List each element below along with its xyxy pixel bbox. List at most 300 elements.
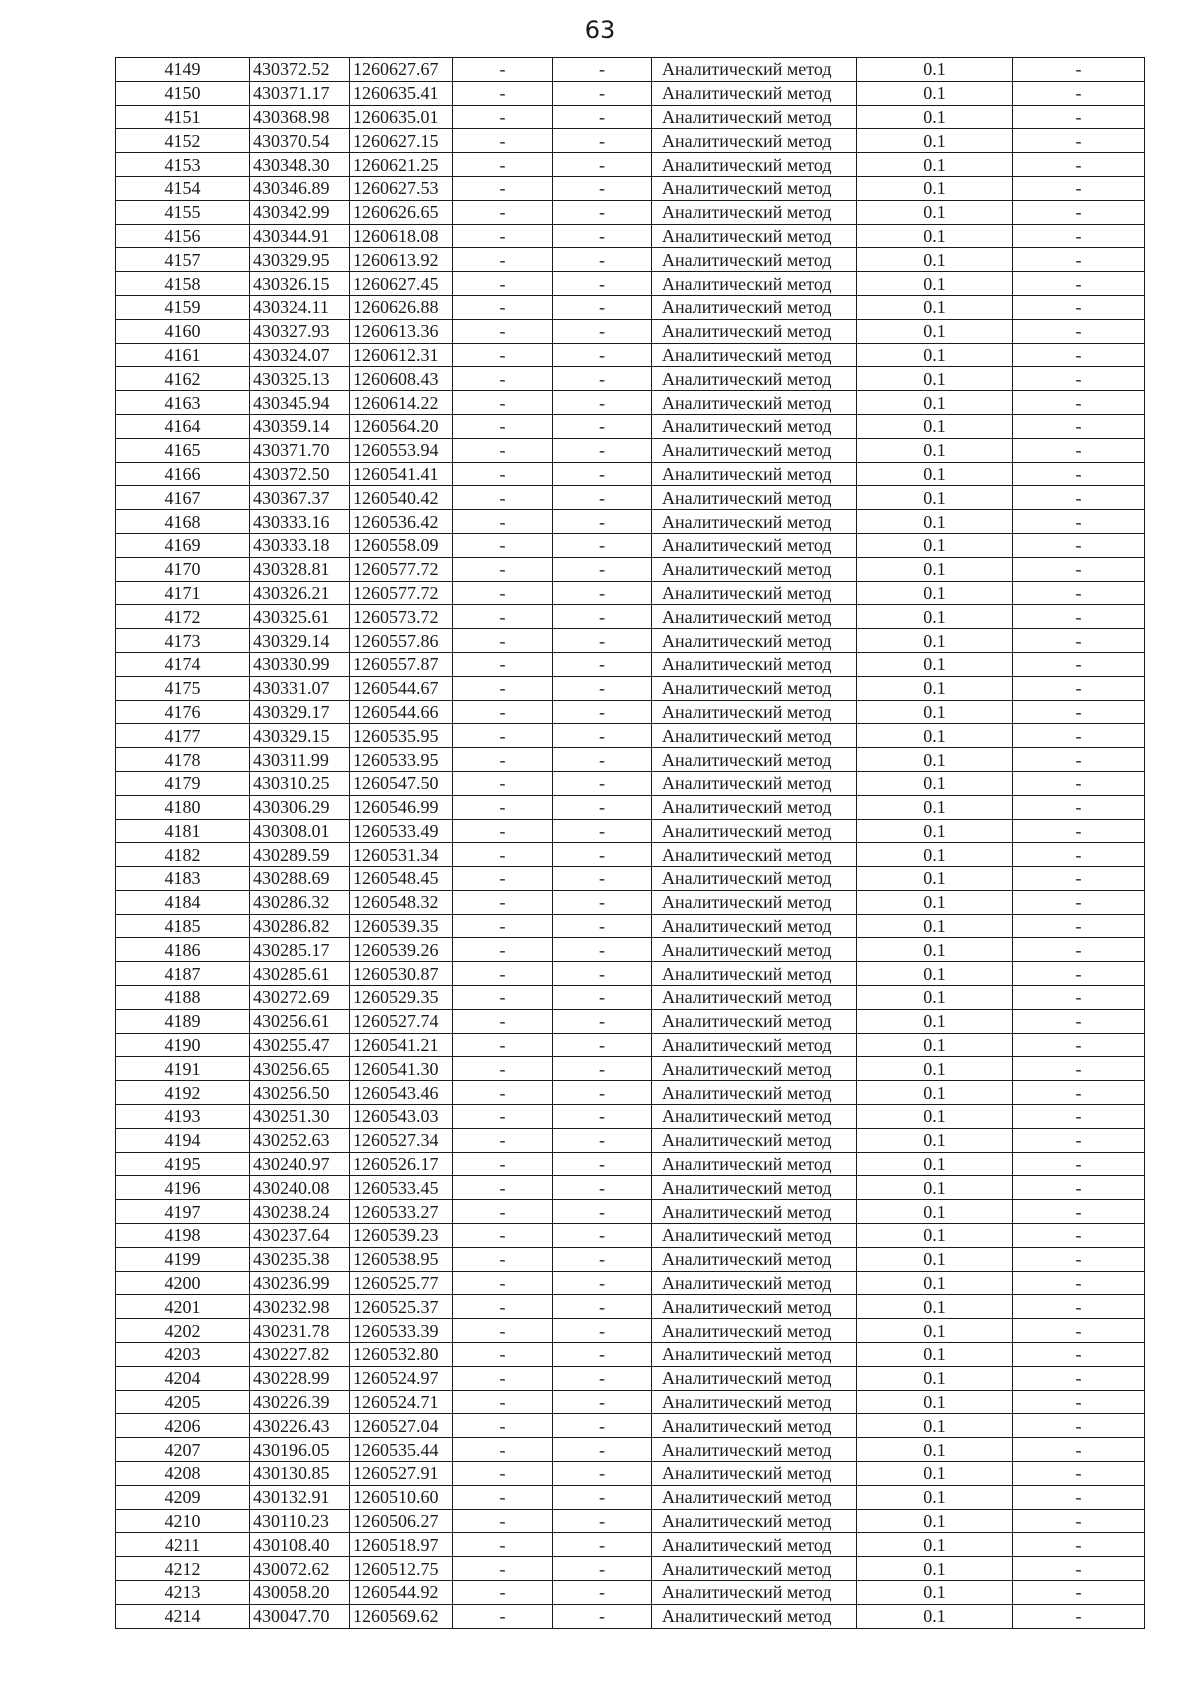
cell-point-number: 4174: [116, 652, 250, 676]
cell-col-dash-3: -: [1013, 1438, 1145, 1462]
cell-col-dash-2: -: [553, 248, 652, 272]
cell-col-dash-1: -: [453, 1343, 553, 1367]
cell-point-number: 4200: [116, 1271, 250, 1295]
cell-point-number: 4206: [116, 1414, 250, 1438]
cell-y-coordinate: 1260627.67: [350, 58, 453, 82]
cell-method: Аналитический метод: [652, 1533, 857, 1557]
cell-col-dash-1: -: [453, 319, 553, 343]
cell-x-coordinate: 430235.38: [250, 1247, 350, 1271]
cell-point-number: 4175: [116, 676, 250, 700]
cell-col-dash-3: -: [1013, 676, 1145, 700]
cell-col-dash-1: -: [453, 1081, 553, 1105]
table-row: [116, 1009, 1145, 1033]
cell-method: Аналитический метод: [652, 1200, 857, 1224]
cell-y-coordinate: 1260558.09: [350, 533, 453, 557]
table-row: [116, 391, 1145, 415]
cell-col-dash-2: -: [553, 795, 652, 819]
cell-y-coordinate: 1260506.27: [350, 1509, 453, 1533]
cell-y-coordinate: 1260577.72: [350, 581, 453, 605]
cell-point-number: 4189: [116, 1009, 250, 1033]
cell-col-dash-3: -: [1013, 248, 1145, 272]
cell-col-dash-3: -: [1013, 391, 1145, 415]
cell-method: Аналитический метод: [652, 795, 857, 819]
cell-col-dash-2: -: [553, 700, 652, 724]
cell-x-coordinate: 430345.94: [250, 391, 350, 415]
cell-accuracy: 0.1: [857, 224, 1013, 248]
cell-col-dash-3: -: [1013, 272, 1145, 296]
cell-y-coordinate: 1260536.42: [350, 510, 453, 534]
cell-col-dash-1: -: [453, 153, 553, 177]
cell-col-dash-2: -: [553, 200, 652, 224]
cell-y-coordinate: 1260533.95: [350, 748, 453, 772]
cell-method: Аналитический метод: [652, 676, 857, 700]
cell-x-coordinate: 430324.07: [250, 343, 350, 367]
cell-col-dash-3: -: [1013, 486, 1145, 510]
cell-col-dash-1: -: [453, 391, 553, 415]
cell-col-dash-3: -: [1013, 367, 1145, 391]
cell-col-dash-3: -: [1013, 1581, 1145, 1605]
cell-col-dash-3: -: [1013, 1200, 1145, 1224]
cell-col-dash-2: -: [553, 819, 652, 843]
cell-x-coordinate: 430047.70: [250, 1604, 350, 1628]
cell-col-dash-1: -: [453, 962, 553, 986]
cell-col-dash-2: -: [553, 58, 652, 82]
cell-x-coordinate: 430240.97: [250, 1152, 350, 1176]
cell-point-number: 4151: [116, 105, 250, 129]
cell-y-coordinate: 1260543.03: [350, 1105, 453, 1129]
table-row: [116, 462, 1145, 486]
cell-col-dash-3: -: [1013, 1319, 1145, 1343]
cell-method: Аналитический метод: [652, 1343, 857, 1367]
cell-x-coordinate: 430272.69: [250, 986, 350, 1010]
cell-y-coordinate: 1260525.37: [350, 1295, 453, 1319]
cell-col-dash-3: -: [1013, 748, 1145, 772]
cell-x-coordinate: 430256.65: [250, 1057, 350, 1081]
cell-method: Аналитический метод: [652, 629, 857, 653]
cell-col-dash-1: -: [453, 1224, 553, 1248]
cell-method: Аналитический метод: [652, 1414, 857, 1438]
cell-point-number: 4186: [116, 938, 250, 962]
cell-y-coordinate: 1260532.80: [350, 1343, 453, 1367]
cell-point-number: 4169: [116, 533, 250, 557]
cell-col-dash-1: -: [453, 581, 553, 605]
cell-y-coordinate: 1260627.53: [350, 176, 453, 200]
cell-col-dash-3: -: [1013, 176, 1145, 200]
cell-col-dash-3: -: [1013, 510, 1145, 534]
cell-method: Аналитический метод: [652, 153, 857, 177]
table-row: [116, 1128, 1145, 1152]
cell-col-dash-1: -: [453, 1485, 553, 1509]
coordinates-table: [115, 57, 1145, 1629]
cell-col-dash-3: -: [1013, 319, 1145, 343]
cell-x-coordinate: 430372.52: [250, 58, 350, 82]
cell-col-dash-3: -: [1013, 581, 1145, 605]
cell-method: Аналитический метод: [652, 295, 857, 319]
table-row: [116, 890, 1145, 914]
cell-point-number: 4187: [116, 962, 250, 986]
cell-col-dash-3: -: [1013, 771, 1145, 795]
cell-y-coordinate: 1260557.87: [350, 652, 453, 676]
cell-accuracy: 0.1: [857, 1128, 1013, 1152]
cell-method: Аналитический метод: [652, 1509, 857, 1533]
cell-point-number: 4152: [116, 129, 250, 153]
cell-col-dash-2: -: [553, 652, 652, 676]
cell-col-dash-2: -: [553, 629, 652, 653]
cell-accuracy: 0.1: [857, 1533, 1013, 1557]
cell-method: Аналитический метод: [652, 510, 857, 534]
cell-col-dash-1: -: [453, 843, 553, 867]
cell-accuracy: 0.1: [857, 200, 1013, 224]
cell-method: Аналитический метод: [652, 914, 857, 938]
cell-point-number: 4207: [116, 1438, 250, 1462]
cell-col-dash-3: -: [1013, 1557, 1145, 1581]
cell-col-dash-1: -: [453, 295, 553, 319]
table-row: [116, 1533, 1145, 1557]
cell-point-number: 4183: [116, 867, 250, 891]
cell-method: Аналитический метод: [652, 1009, 857, 1033]
cell-point-number: 4214: [116, 1604, 250, 1628]
cell-x-coordinate: 430324.11: [250, 295, 350, 319]
cell-x-coordinate: 430251.30: [250, 1105, 350, 1129]
page-number: 63: [584, 16, 616, 44]
cell-col-dash-1: -: [453, 248, 553, 272]
cell-y-coordinate: 1260539.26: [350, 938, 453, 962]
cell-col-dash-2: -: [553, 557, 652, 581]
cell-col-dash-1: -: [453, 367, 553, 391]
cell-col-dash-3: -: [1013, 1366, 1145, 1390]
cell-method: Аналитический метод: [652, 1176, 857, 1200]
cell-method: Аналитический метод: [652, 962, 857, 986]
cell-method: Аналитический метод: [652, 367, 857, 391]
cell-y-coordinate: 1260635.41: [350, 81, 453, 105]
table-row: [116, 1271, 1145, 1295]
cell-col-dash-2: -: [553, 771, 652, 795]
table-row: [116, 129, 1145, 153]
cell-x-coordinate: 430346.89: [250, 176, 350, 200]
cell-method: Аналитический метод: [652, 486, 857, 510]
cell-point-number: 4160: [116, 319, 250, 343]
cell-y-coordinate: 1260535.44: [350, 1438, 453, 1462]
cell-x-coordinate: 430231.78: [250, 1319, 350, 1343]
cell-point-number: 4211: [116, 1533, 250, 1557]
cell-col-dash-1: -: [453, 1176, 553, 1200]
cell-x-coordinate: 430228.99: [250, 1366, 350, 1390]
table-row: [116, 319, 1145, 343]
cell-col-dash-1: -: [453, 1271, 553, 1295]
cell-accuracy: 0.1: [857, 1604, 1013, 1628]
table-row: [116, 1033, 1145, 1057]
cell-accuracy: 0.1: [857, 938, 1013, 962]
cell-col-dash-1: -: [453, 1152, 553, 1176]
table-row: [116, 1509, 1145, 1533]
cell-col-dash-2: -: [553, 1247, 652, 1271]
cell-method: Аналитический метод: [652, 1319, 857, 1343]
cell-col-dash-3: -: [1013, 58, 1145, 82]
cell-col-dash-3: -: [1013, 1033, 1145, 1057]
cell-point-number: 4182: [116, 843, 250, 867]
cell-x-coordinate: 430329.95: [250, 248, 350, 272]
cell-point-number: 4179: [116, 771, 250, 795]
cell-method: Аналитический метод: [652, 819, 857, 843]
table-row: [116, 795, 1145, 819]
cell-x-coordinate: 430226.43: [250, 1414, 350, 1438]
table-row: [116, 1485, 1145, 1509]
cell-method: Аналитический метод: [652, 1105, 857, 1129]
cell-accuracy: 0.1: [857, 1366, 1013, 1390]
cell-point-number: 4204: [116, 1366, 250, 1390]
cell-y-coordinate: 1260564.20: [350, 414, 453, 438]
cell-accuracy: 0.1: [857, 367, 1013, 391]
cell-accuracy: 0.1: [857, 58, 1013, 82]
cell-accuracy: 0.1: [857, 748, 1013, 772]
cell-x-coordinate: 430328.81: [250, 557, 350, 581]
cell-method: Аналитический метод: [652, 1152, 857, 1176]
cell-y-coordinate: 1260540.42: [350, 486, 453, 510]
cell-point-number: 4185: [116, 914, 250, 938]
cell-col-dash-3: -: [1013, 724, 1145, 748]
cell-y-coordinate: 1260533.49: [350, 819, 453, 843]
cell-col-dash-1: -: [453, 1604, 553, 1628]
cell-col-dash-3: -: [1013, 1247, 1145, 1271]
table-row: [116, 748, 1145, 772]
cell-col-dash-2: -: [553, 1509, 652, 1533]
cell-point-number: 4156: [116, 224, 250, 248]
cell-col-dash-3: -: [1013, 629, 1145, 653]
cell-y-coordinate: 1260535.95: [350, 724, 453, 748]
cell-col-dash-2: -: [553, 1081, 652, 1105]
table-row: [116, 1604, 1145, 1628]
table-row: [116, 367, 1145, 391]
cell-col-dash-2: -: [553, 295, 652, 319]
cell-col-dash-3: -: [1013, 343, 1145, 367]
cell-accuracy: 0.1: [857, 1057, 1013, 1081]
cell-x-coordinate: 430329.14: [250, 629, 350, 653]
cell-method: Аналитический метод: [652, 1581, 857, 1605]
cell-accuracy: 0.1: [857, 272, 1013, 296]
cell-col-dash-3: -: [1013, 890, 1145, 914]
cell-y-coordinate: 1260557.86: [350, 629, 453, 653]
cell-point-number: 4198: [116, 1224, 250, 1248]
cell-col-dash-1: -: [453, 224, 553, 248]
cell-accuracy: 0.1: [857, 81, 1013, 105]
table-row: [116, 962, 1145, 986]
cell-point-number: 4159: [116, 295, 250, 319]
cell-accuracy: 0.1: [857, 819, 1013, 843]
cell-accuracy: 0.1: [857, 1414, 1013, 1438]
cell-y-coordinate: 1260544.67: [350, 676, 453, 700]
cell-method: Аналитический метод: [652, 1081, 857, 1105]
cell-col-dash-2: -: [553, 1271, 652, 1295]
cell-accuracy: 0.1: [857, 1105, 1013, 1129]
cell-accuracy: 0.1: [857, 105, 1013, 129]
cell-y-coordinate: 1260608.43: [350, 367, 453, 391]
cell-col-dash-2: -: [553, 1295, 652, 1319]
cell-col-dash-1: -: [453, 1366, 553, 1390]
cell-x-coordinate: 430311.99: [250, 748, 350, 772]
cell-y-coordinate: 1260544.92: [350, 1581, 453, 1605]
cell-y-coordinate: 1260541.30: [350, 1057, 453, 1081]
cell-col-dash-1: -: [453, 1200, 553, 1224]
cell-method: Аналитический метод: [652, 771, 857, 795]
cell-point-number: 4157: [116, 248, 250, 272]
cell-y-coordinate: 1260527.74: [350, 1009, 453, 1033]
cell-y-coordinate: 1260527.91: [350, 1462, 453, 1486]
cell-x-coordinate: 430344.91: [250, 224, 350, 248]
cell-method: Аналитический метод: [652, 391, 857, 415]
table-row: [116, 1462, 1145, 1486]
cell-accuracy: 0.1: [857, 343, 1013, 367]
cell-accuracy: 0.1: [857, 176, 1013, 200]
cell-method: Аналитический метод: [652, 581, 857, 605]
cell-accuracy: 0.1: [857, 510, 1013, 534]
cell-point-number: 4173: [116, 629, 250, 653]
cell-y-coordinate: 1260577.72: [350, 557, 453, 581]
cell-x-coordinate: 430367.37: [250, 486, 350, 510]
cell-col-dash-3: -: [1013, 129, 1145, 153]
cell-y-coordinate: 1260526.17: [350, 1152, 453, 1176]
cell-col-dash-1: -: [453, 629, 553, 653]
cell-y-coordinate: 1260529.35: [350, 986, 453, 1010]
cell-accuracy: 0.1: [857, 248, 1013, 272]
cell-method: Аналитический метод: [652, 1057, 857, 1081]
cell-point-number: 4209: [116, 1485, 250, 1509]
cell-method: Аналитический метод: [652, 58, 857, 82]
cell-y-coordinate: 1260531.34: [350, 843, 453, 867]
cell-col-dash-3: -: [1013, 438, 1145, 462]
cell-col-dash-2: -: [553, 438, 652, 462]
cell-x-coordinate: 430371.17: [250, 81, 350, 105]
cell-method: Аналитический метод: [652, 1033, 857, 1057]
cell-accuracy: 0.1: [857, 1485, 1013, 1509]
cell-col-dash-3: -: [1013, 1081, 1145, 1105]
cell-x-coordinate: 430327.93: [250, 319, 350, 343]
cell-point-number: 4212: [116, 1557, 250, 1581]
table-row: [116, 581, 1145, 605]
cell-col-dash-1: -: [453, 1509, 553, 1533]
cell-point-number: 4172: [116, 605, 250, 629]
cell-point-number: 4177: [116, 724, 250, 748]
cell-accuracy: 0.1: [857, 1271, 1013, 1295]
table-row: [116, 1105, 1145, 1129]
cell-method: Аналитический метод: [652, 843, 857, 867]
cell-x-coordinate: 430288.69: [250, 867, 350, 891]
cell-point-number: 4194: [116, 1128, 250, 1152]
cell-point-number: 4213: [116, 1581, 250, 1605]
cell-accuracy: 0.1: [857, 605, 1013, 629]
cell-method: Аналитический метод: [652, 748, 857, 772]
cell-col-dash-1: -: [453, 129, 553, 153]
cell-method: Аналитический метод: [652, 462, 857, 486]
cell-col-dash-2: -: [553, 224, 652, 248]
cell-col-dash-1: -: [453, 272, 553, 296]
cell-x-coordinate: 430196.05: [250, 1438, 350, 1462]
cell-y-coordinate: 1260533.27: [350, 1200, 453, 1224]
table-row: [116, 1319, 1145, 1343]
cell-point-number: 4180: [116, 795, 250, 819]
cell-x-coordinate: 430308.01: [250, 819, 350, 843]
cell-col-dash-1: -: [453, 700, 553, 724]
cell-col-dash-2: -: [553, 1604, 652, 1628]
cell-point-number: 4181: [116, 819, 250, 843]
cell-x-coordinate: 430227.82: [250, 1343, 350, 1367]
cell-x-coordinate: 430286.32: [250, 890, 350, 914]
cell-col-dash-2: -: [553, 129, 652, 153]
cell-y-coordinate: 1260569.62: [350, 1604, 453, 1628]
cell-method: Аналитический метод: [652, 200, 857, 224]
cell-accuracy: 0.1: [857, 1247, 1013, 1271]
cell-x-coordinate: 430371.70: [250, 438, 350, 462]
cell-col-dash-1: -: [453, 486, 553, 510]
cell-col-dash-1: -: [453, 510, 553, 534]
cell-y-coordinate: 1260518.97: [350, 1533, 453, 1557]
cell-col-dash-1: -: [453, 938, 553, 962]
cell-accuracy: 0.1: [857, 1152, 1013, 1176]
cell-y-coordinate: 1260548.45: [350, 867, 453, 891]
cell-col-dash-3: -: [1013, 1604, 1145, 1628]
cell-col-dash-1: -: [453, 1581, 553, 1605]
cell-accuracy: 0.1: [857, 724, 1013, 748]
cell-col-dash-1: -: [453, 1105, 553, 1129]
cell-point-number: 4210: [116, 1509, 250, 1533]
table-row: [116, 867, 1145, 891]
cell-col-dash-3: -: [1013, 1128, 1145, 1152]
table-row: [116, 200, 1145, 224]
cell-y-coordinate: 1260627.15: [350, 129, 453, 153]
cell-accuracy: 0.1: [857, 557, 1013, 581]
cell-col-dash-1: -: [453, 771, 553, 795]
cell-accuracy: 0.1: [857, 771, 1013, 795]
cell-col-dash-2: -: [553, 319, 652, 343]
cell-method: Аналитический метод: [652, 1438, 857, 1462]
cell-col-dash-2: -: [553, 1033, 652, 1057]
cell-point-number: 4196: [116, 1176, 250, 1200]
cell-method: Аналитический метод: [652, 1485, 857, 1509]
table-row: [116, 914, 1145, 938]
cell-point-number: 4162: [116, 367, 250, 391]
cell-col-dash-1: -: [453, 533, 553, 557]
cell-x-coordinate: 430348.30: [250, 153, 350, 177]
cell-col-dash-2: -: [553, 1390, 652, 1414]
cell-method: Аналитический метод: [652, 105, 857, 129]
cell-col-dash-2: -: [553, 1009, 652, 1033]
cell-col-dash-2: -: [553, 724, 652, 748]
cell-method: Аналитический метод: [652, 81, 857, 105]
cell-col-dash-1: -: [453, 1557, 553, 1581]
cell-x-coordinate: 430326.21: [250, 581, 350, 605]
cell-col-dash-2: -: [553, 533, 652, 557]
cell-accuracy: 0.1: [857, 319, 1013, 343]
cell-col-dash-2: -: [553, 1462, 652, 1486]
cell-col-dash-1: -: [453, 795, 553, 819]
cell-col-dash-2: -: [553, 748, 652, 772]
cell-col-dash-3: -: [1013, 700, 1145, 724]
table-row: [116, 652, 1145, 676]
cell-x-coordinate: 430255.47: [250, 1033, 350, 1057]
cell-y-coordinate: 1260614.22: [350, 391, 453, 415]
cell-col-dash-3: -: [1013, 200, 1145, 224]
cell-col-dash-3: -: [1013, 1152, 1145, 1176]
cell-col-dash-2: -: [553, 1128, 652, 1152]
cell-col-dash-1: -: [453, 676, 553, 700]
cell-method: Аналитический метод: [652, 533, 857, 557]
cell-accuracy: 0.1: [857, 700, 1013, 724]
table-row: [116, 1414, 1145, 1438]
cell-col-dash-3: -: [1013, 1176, 1145, 1200]
table-row: [116, 224, 1145, 248]
cell-y-coordinate: 1260510.60: [350, 1485, 453, 1509]
cell-y-coordinate: 1260621.25: [350, 153, 453, 177]
cell-accuracy: 0.1: [857, 1176, 1013, 1200]
